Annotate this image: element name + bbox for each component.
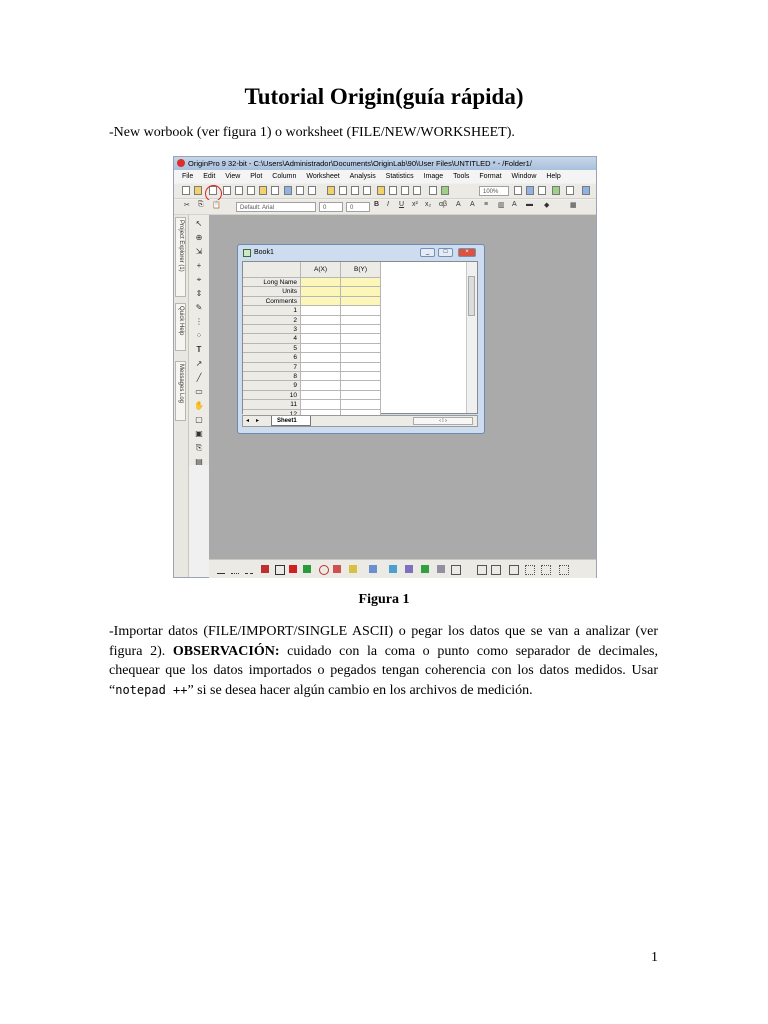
worksheet-grid[interactable] xyxy=(242,261,478,414)
import-text-part2: cuidado con la coma o punto como separador de decimales, chequear que los datos importados o pegados tengan coherencia con los datos medidos. Usar “ xyxy=(109,643,659,698)
image-tool-icon[interactable]: ▣ xyxy=(195,429,203,438)
row-label-units: Units xyxy=(243,287,301,296)
data-cell[interactable] xyxy=(341,325,381,334)
new-folder-icon[interactable] xyxy=(194,186,202,195)
data-cell[interactable] xyxy=(301,334,341,343)
italic-icon[interactable]: I xyxy=(387,201,389,208)
data-cell[interactable] xyxy=(301,372,341,381)
meta-cell[interactable] xyxy=(341,287,381,296)
scale-tool-icon[interactable]: ⇲ xyxy=(195,247,203,256)
legend-icon[interactable] xyxy=(541,565,551,575)
axis-icon[interactable] xyxy=(525,565,535,575)
tab-sheet1[interactable]: Sheet1 xyxy=(271,416,311,426)
import-icon[interactable] xyxy=(377,186,385,195)
arrow-tool-icon[interactable]: ↗ xyxy=(195,359,203,368)
superscript-icon[interactable]: x² xyxy=(412,201,418,208)
new-graph-icon[interactable] xyxy=(235,186,243,195)
decrease-font-icon[interactable]: A xyxy=(470,201,475,208)
workbook-icon xyxy=(243,249,251,257)
menu-plot[interactable]: Plot xyxy=(250,173,263,180)
column-header[interactable]: A(X) xyxy=(301,262,341,278)
column-header[interactable]: B(Y) xyxy=(341,262,381,278)
draw-data-icon[interactable]: ✎ xyxy=(195,303,203,312)
meta-cell[interactable] xyxy=(301,287,341,296)
pattern-color-icon[interactable]: ▦ xyxy=(570,202,577,209)
clipboard-tool-icon[interactable]: ⎘ xyxy=(195,443,203,452)
horizontal-scrollbar[interactable]: ‹ ⁞ › xyxy=(413,417,473,425)
row-number[interactable]: 5 xyxy=(243,344,301,353)
merge-graph-icon[interactable] xyxy=(491,565,501,575)
duplicate-icon[interactable] xyxy=(441,186,449,195)
menu-bar xyxy=(174,170,596,183)
size-select[interactable]: 0 xyxy=(346,202,370,212)
row-number[interactable]: 11 xyxy=(243,400,301,409)
object-tool-icon[interactable]: ▢ xyxy=(195,415,203,424)
rectangle-tool-icon[interactable]: ▭ xyxy=(195,387,203,396)
close-button[interactable]: × xyxy=(458,248,476,257)
scroll-thumb[interactable] xyxy=(468,276,475,316)
row-number[interactable]: 10 xyxy=(243,391,301,400)
menu-edit[interactable]: Edit xyxy=(203,173,216,180)
surface-plot-icon[interactable] xyxy=(389,565,397,573)
import-text-part3: ” si se desea hacer algún cambio en los archivos de medición. xyxy=(187,682,533,698)
more-plots-icon[interactable] xyxy=(559,565,569,575)
matrix-plot-icon[interactable] xyxy=(451,565,461,575)
menu-column[interactable]: Column xyxy=(272,173,297,180)
cut-icon[interactable]: ✂ xyxy=(184,202,190,209)
new-layout-icon[interactable] xyxy=(271,186,279,195)
fill-color-icon[interactable]: ◆ xyxy=(544,202,550,209)
bold-icon[interactable]: B xyxy=(374,201,380,208)
layer-icon[interactable] xyxy=(509,565,519,575)
line-color-icon[interactable]: ▬ xyxy=(526,201,533,208)
screen-reader-icon[interactable]: + xyxy=(196,261,202,270)
open-folder-icon[interactable] xyxy=(327,186,335,195)
data-cell[interactable] xyxy=(341,344,381,353)
open-template-icon[interactable] xyxy=(308,186,316,195)
row-number[interactable]: 3 xyxy=(243,325,301,334)
minimize-button[interactable]: _ xyxy=(420,248,435,257)
data-cell[interactable] xyxy=(301,400,341,409)
mask-tool-icon[interactable]: ⋮ xyxy=(195,317,203,326)
copy-icon[interactable]: ⎘ xyxy=(198,201,204,208)
line-tool-icon[interactable]: ╱ xyxy=(196,373,202,382)
2d-graphs-toolbar xyxy=(209,559,596,578)
zoom-select[interactable]: 100% xyxy=(479,186,509,196)
pie-chart-icon[interactable] xyxy=(319,565,329,575)
tab-project-explorer-label: Project Explorer (1) xyxy=(178,220,184,272)
import-wizard-icon[interactable] xyxy=(389,186,397,195)
import-text-part1: -Importar datos (FILE/IMPORT/SINGLE ASCII) o pegar los datos que se van a analizar (ver figura 2). xyxy=(109,624,658,659)
vertical-scrollbar[interactable] xyxy=(466,262,477,413)
greek-icon[interactable]: αβ xyxy=(439,201,448,208)
scatter-plot-icon[interactable] xyxy=(231,565,239,574)
maximize-button[interactable]: □ xyxy=(438,248,453,257)
row-number[interactable]: 7 xyxy=(243,363,301,372)
import-paragraph xyxy=(109,622,658,700)
page-number: 1 xyxy=(651,950,658,965)
data-cell[interactable] xyxy=(341,363,381,372)
document-title: Tutorial Origin(guía rápida) xyxy=(244,84,524,109)
template-plot-icon[interactable] xyxy=(477,565,487,575)
standard-toolbar xyxy=(174,184,596,199)
high-low-icon[interactable] xyxy=(333,565,341,573)
code-builder-icon[interactable] xyxy=(538,186,546,195)
save-template-icon[interactable] xyxy=(351,186,359,195)
data-cell[interactable] xyxy=(341,372,381,381)
contour-plot-icon[interactable] xyxy=(405,565,413,573)
menu-image[interactable]: Image xyxy=(423,173,444,180)
save-window-icon[interactable] xyxy=(363,186,371,195)
format-toolbar xyxy=(174,200,596,215)
new-matrix-icon[interactable] xyxy=(247,186,255,195)
data-cell[interactable] xyxy=(341,306,381,315)
error-bar-icon[interactable] xyxy=(289,565,297,573)
save-icon[interactable] xyxy=(339,186,347,195)
underline-icon[interactable]: U xyxy=(399,201,405,208)
scroll-right-icon[interactable]: ▸ xyxy=(256,418,260,424)
menu-statistics[interactable]: Statistics xyxy=(385,173,414,180)
project-explorer-icon[interactable] xyxy=(552,186,560,195)
new-excel-icon[interactable] xyxy=(223,186,231,195)
subscript-icon[interactable]: x₂ xyxy=(425,201,432,208)
column-plot-icon[interactable] xyxy=(261,565,269,573)
line-plot-icon[interactable] xyxy=(217,565,225,574)
scroll-left-icon[interactable]: ◂ xyxy=(246,418,250,424)
open-icon[interactable] xyxy=(296,186,304,195)
paste-icon[interactable]: 📋 xyxy=(212,202,221,209)
font-size-select[interactable]: 0 xyxy=(319,202,343,212)
menu-help[interactable]: Help xyxy=(546,173,561,180)
pattern-icon[interactable]: ▥ xyxy=(498,202,505,209)
font-select[interactable]: Default: Arial xyxy=(236,202,316,212)
increase-font-icon[interactable]: A xyxy=(456,201,461,208)
meta-cell[interactable] xyxy=(341,278,381,287)
pointer-tool-icon[interactable]: ↖ xyxy=(195,219,203,228)
box-chart-icon[interactable] xyxy=(275,565,285,575)
figure-caption: Figura 1 xyxy=(358,592,410,607)
tab-quick-help[interactable] xyxy=(175,303,186,351)
book-title: Book1 xyxy=(254,249,274,256)
data-cell[interactable] xyxy=(341,334,381,343)
row-number[interactable]: 2 xyxy=(243,316,301,325)
data-cell[interactable] xyxy=(341,353,381,362)
data-cell[interactable] xyxy=(301,381,341,390)
observation-label: OBSERVACIÓN: xyxy=(172,643,280,659)
data-reader-icon[interactable]: ⌖ xyxy=(196,275,202,284)
meta-cell[interactable] xyxy=(341,297,381,306)
3d-plot-icon[interactable] xyxy=(369,565,377,573)
data-cell[interactable] xyxy=(301,353,341,362)
tab-quick-help-label: Quick Help xyxy=(178,306,184,336)
text-tool-icon[interactable]: T xyxy=(196,345,202,354)
data-cell[interactable] xyxy=(301,316,341,325)
special-plot-icon[interactable] xyxy=(349,565,357,573)
new-notes-icon[interactable] xyxy=(284,186,292,195)
data-cell[interactable] xyxy=(301,391,341,400)
tools-toolbar xyxy=(189,215,210,465)
menu-tools[interactable]: Tools xyxy=(453,173,470,180)
notepad-name: notepad ++ xyxy=(115,682,188,697)
region-tool-icon[interactable]: ⁘ xyxy=(195,331,203,340)
print-icon[interactable] xyxy=(413,186,421,195)
workspace-area xyxy=(209,215,596,559)
data-cell[interactable] xyxy=(301,325,341,334)
data-cell[interactable] xyxy=(301,363,341,372)
book1-window[interactable] xyxy=(237,244,485,434)
layer-contents-icon[interactable] xyxy=(566,186,574,195)
menu-format[interactable]: Format xyxy=(479,173,502,180)
tab-messages-log-label: Messages Log xyxy=(178,364,184,404)
data-cell[interactable] xyxy=(341,400,381,409)
tab-messages-log[interactable] xyxy=(175,361,186,421)
sheet-tab-bar xyxy=(242,415,478,427)
image-plot-icon[interactable] xyxy=(421,565,429,573)
export-icon[interactable] xyxy=(401,186,409,195)
trash-tool-icon[interactable]: ▤ xyxy=(195,457,203,466)
data-cell[interactable] xyxy=(341,391,381,400)
ternary-plot-icon[interactable] xyxy=(437,565,445,573)
menu-analysis[interactable]: Analysis xyxy=(349,173,376,180)
command-window-icon[interactable] xyxy=(526,186,534,195)
origin-screenshot xyxy=(173,156,597,578)
results-log-icon[interactable] xyxy=(514,186,522,195)
row-label-comments: Comments xyxy=(243,297,301,306)
data-cell[interactable] xyxy=(341,316,381,325)
refresh-icon[interactable] xyxy=(429,186,437,195)
origin-app-icon xyxy=(177,159,185,167)
menu-file[interactable]: File xyxy=(182,173,194,180)
line-symbol-plot-icon[interactable] xyxy=(245,565,253,574)
align-icon[interactable]: ≡ xyxy=(484,201,489,208)
data-cell[interactable] xyxy=(341,381,381,390)
corner-cell[interactable] xyxy=(243,262,301,278)
font-color-icon[interactable]: A xyxy=(512,201,517,208)
data-selector-icon[interactable]: ⇕ xyxy=(195,289,203,298)
app-title-bar xyxy=(174,157,596,170)
meta-cell[interactable] xyxy=(301,297,341,306)
row-number[interactable]: 9 xyxy=(243,381,301,390)
data-cell[interactable] xyxy=(301,306,341,315)
area-plot-icon[interactable] xyxy=(303,565,311,573)
help-icon[interactable] xyxy=(582,186,590,195)
menu-window[interactable]: Window xyxy=(511,173,537,180)
zoom-tool-icon[interactable]: ⊕ xyxy=(195,233,203,242)
new-function-icon[interactable] xyxy=(259,186,267,195)
menu-view[interactable]: View xyxy=(225,173,241,180)
new-project-icon[interactable] xyxy=(182,186,190,195)
tab-project-explorer[interactable] xyxy=(175,217,186,297)
side-panel-tabs xyxy=(174,215,189,577)
row-label-long-name: Long Name xyxy=(243,278,301,287)
data-cell[interactable] xyxy=(301,344,341,353)
menu-worksheet[interactable]: Worksheet xyxy=(306,173,340,180)
app-window-title: OriginPro 9 32-bit - C:\Users\Administrador\Documents\OriginLab\90\User Files\UNTITLED * - /Folder1/ xyxy=(188,159,532,168)
row-number[interactable]: 4 xyxy=(243,334,301,343)
row-number[interactable]: 8 xyxy=(243,372,301,381)
intro-paragraph: -New worbook (ver figura 1) o worksheet (FILE/NEW/WORKSHEET). xyxy=(109,125,515,140)
row-number[interactable]: 6 xyxy=(243,353,301,362)
row-number[interactable]: 1 xyxy=(243,306,301,315)
hand-tool-icon[interactable]: ✋ xyxy=(194,401,204,410)
meta-cell[interactable] xyxy=(301,278,341,287)
